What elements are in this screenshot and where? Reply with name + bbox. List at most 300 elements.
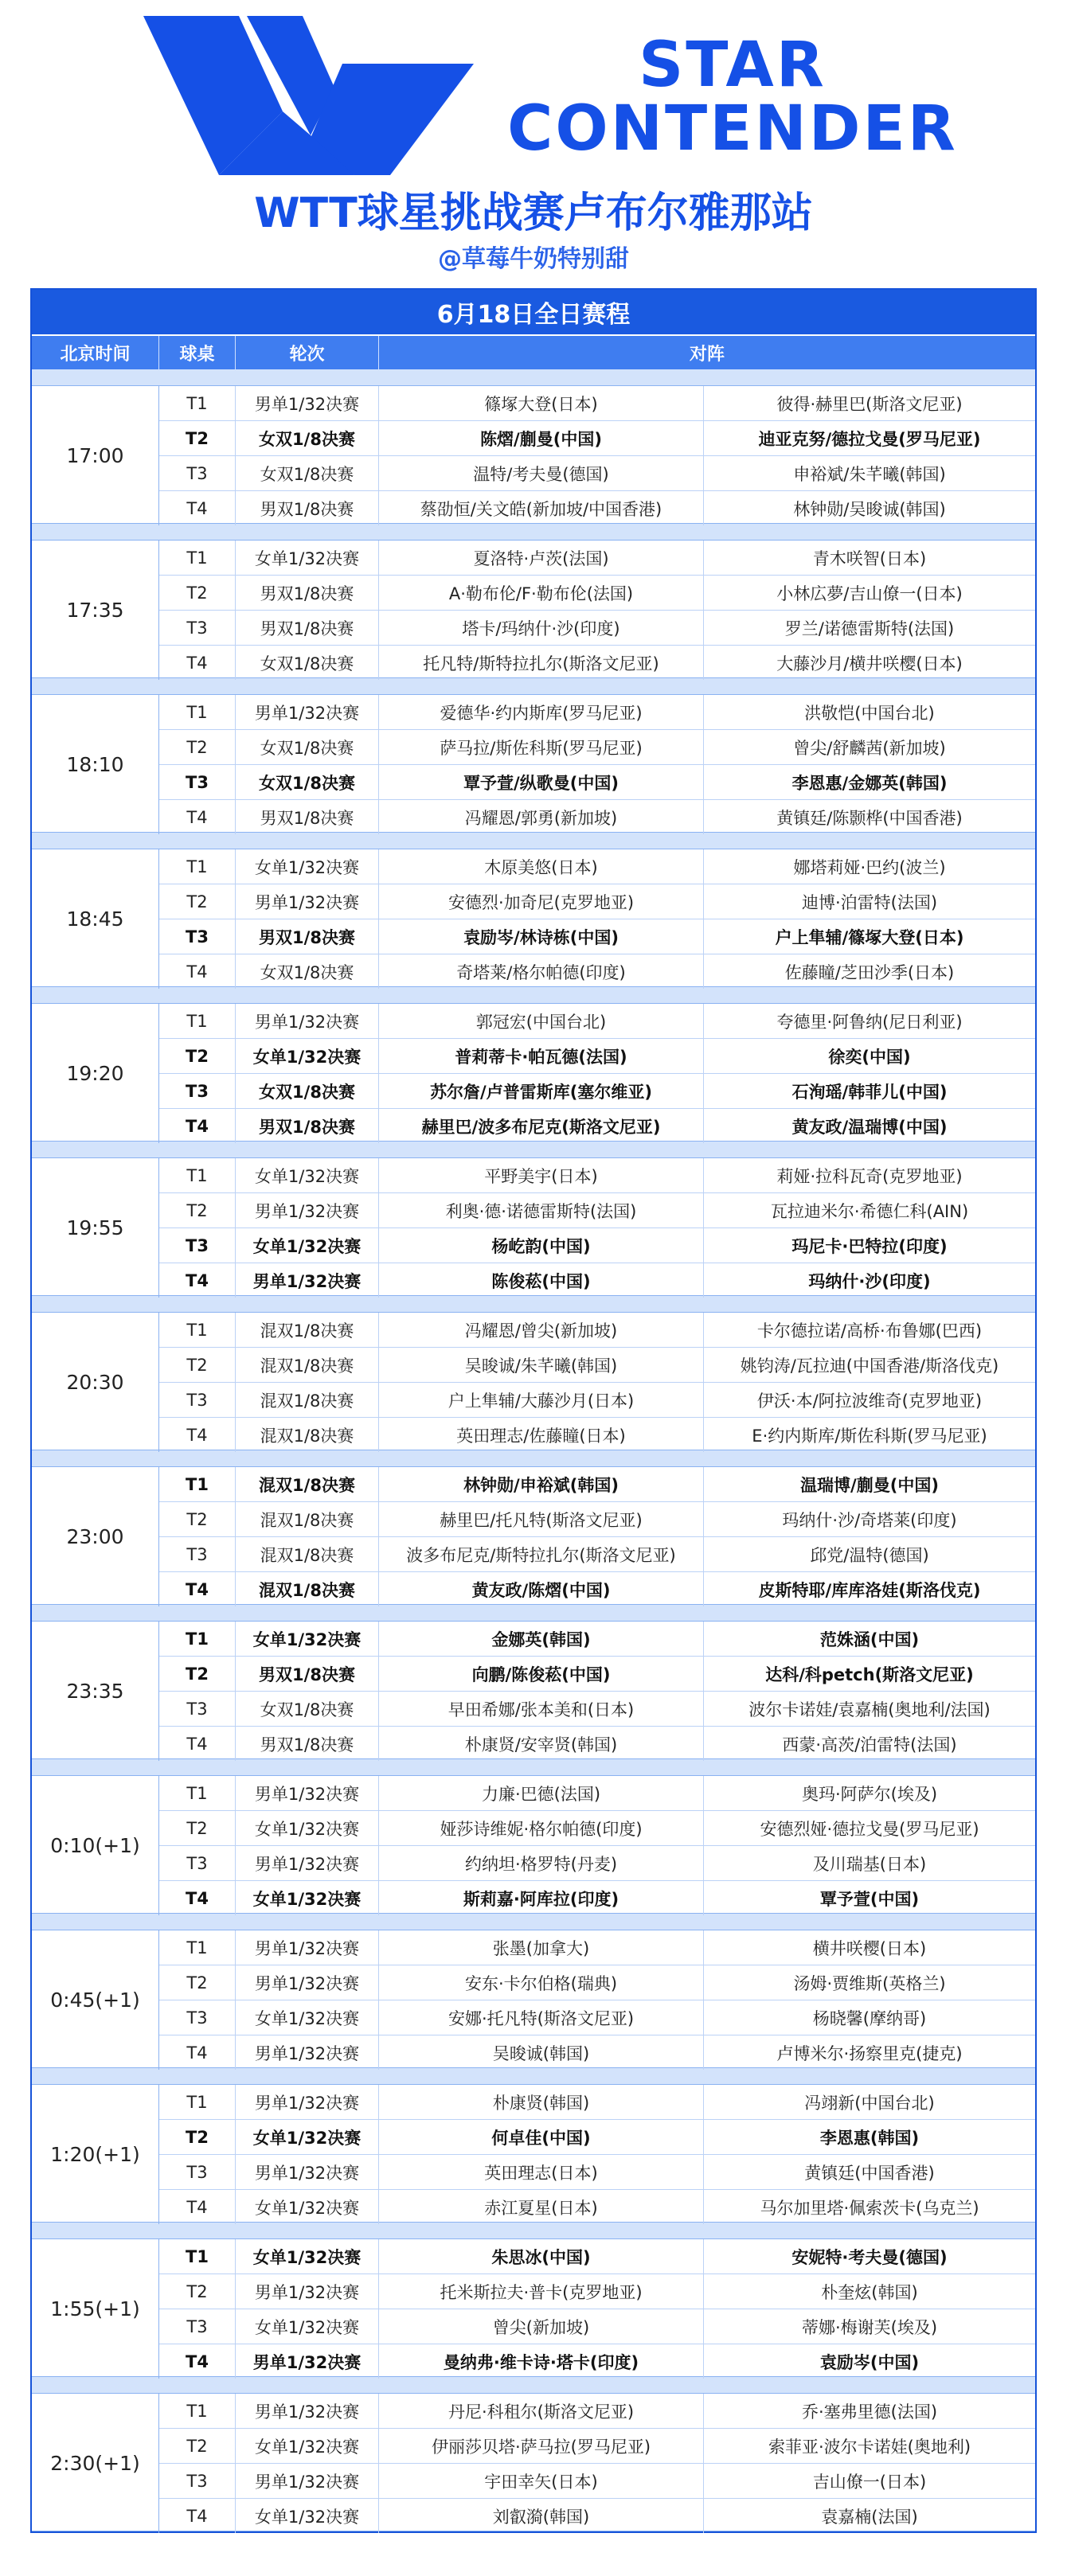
match-table: T4: [159, 2190, 236, 2224]
schedule-date-banner: 6月18日全日赛程: [32, 290, 1035, 336]
match-round: 男单1/32决赛: [236, 1004, 379, 1038]
match-player2: 申裕斌/朱芊曦(韩国): [793, 464, 946, 484]
col-matchup: 对阵: [689, 344, 725, 365]
block-matches: [159, 695, 1035, 834]
block-matches: [159, 1622, 1035, 1761]
match-round: 女单1/32决赛: [236, 2309, 379, 2344]
match-player2: 姚钧涛/瓦拉迪(中国香港/斯洛伐克): [740, 1356, 999, 1376]
match-table: T3: [159, 1692, 236, 1726]
match-round: 混双1/8决赛: [236, 1313, 379, 1347]
match-row: [159, 2190, 1035, 2224]
match-player2: 小林広夢/吉山僚一(日本): [776, 584, 963, 603]
match-round: 男双1/8决赛: [236, 576, 379, 610]
match-table: T2: [159, 1193, 236, 1228]
match-player2: 乔·塞弗里德(法国): [801, 2402, 938, 2422]
time-block: [32, 1622, 1035, 1759]
block-time: 18:45: [32, 849, 159, 989]
match-player1: 奇塔莱/格尔帕德(印度): [379, 954, 704, 989]
match-table: T1: [159, 2085, 236, 2119]
schedule-table: [30, 288, 1037, 2533]
match-row: [159, 1158, 1035, 1193]
match-player1: 利奥·德·诺德雷斯特(法国): [379, 1193, 704, 1228]
match-table: T2: [159, 1502, 236, 1536]
match-round: 男单1/32决赛: [236, 1193, 379, 1228]
match-row: [159, 386, 1035, 421]
match-player1: 波多布尼克/斯特拉扎尔(斯洛文尼亚): [379, 1537, 704, 1571]
match-row: [159, 2035, 1035, 2070]
match-round: 男单1/32决赛: [236, 2274, 379, 2309]
match-table: T2: [159, 1657, 236, 1691]
match-table: T1: [159, 2394, 236, 2428]
match-row: [159, 1727, 1035, 1761]
time-block: [32, 1004, 1035, 1142]
match-table: T1: [159, 2239, 236, 2274]
block-separator: [32, 2068, 1035, 2085]
match-table: T1: [159, 849, 236, 884]
match-player1: 金娜英(韩国): [379, 1622, 704, 1656]
match-player2: 曾尖/舒麟茜(新加坡): [793, 738, 946, 758]
match-table: T2: [159, 2274, 236, 2309]
match-table: T1: [159, 1622, 236, 1656]
match-round: 男双1/8决赛: [236, 800, 379, 834]
match-row: [159, 2155, 1035, 2190]
match-table: T4: [159, 2035, 236, 2070]
match-player2: 达科/科petch(斯洛文尼亚): [765, 1665, 974, 1684]
match-player1: 托凡特/斯特拉扎尔(斯洛文尼亚): [379, 646, 704, 680]
match-player1: 约纳坦·格罗特(丹麦): [379, 1846, 704, 1880]
match-player1: 袁励岑/林诗栋(中国): [379, 919, 704, 954]
match-row: [159, 491, 1035, 525]
match-row: [159, 2499, 1035, 2533]
match-round: 女单1/32决赛: [236, 2499, 379, 2533]
block-separator: [32, 369, 1035, 386]
match-player2: 皮斯特耶/库库洛娃(斯洛伐克): [758, 1580, 981, 1600]
match-row: [159, 1776, 1035, 1811]
match-table: T2: [159, 884, 236, 919]
match-table: T4: [159, 1881, 236, 1915]
match-player1: 吴晙诚(韩国): [379, 2035, 704, 2070]
match-player1: 赫里巴/托凡特(斯洛文尼亚): [379, 1502, 704, 1536]
block-time: 19:55: [32, 1158, 159, 1298]
schedule-column-header: [32, 336, 1035, 369]
match-row: [159, 1004, 1035, 1039]
match-round: 女双1/8决赛: [236, 1074, 379, 1108]
match-player2: 瓦拉迪米尔·希德仁科(AIN): [770, 1201, 969, 1221]
match-player1: 冯耀恩/曾尖(新加坡): [379, 1313, 704, 1347]
match-player1: 普莉蒂卡·帕瓦德(法国): [379, 1039, 704, 1073]
wtt-logo-icon: [143, 16, 478, 175]
block-separator: [32, 2377, 1035, 2394]
match-player2: 及川瑞基(日本): [812, 1854, 927, 1874]
match-round: 男双1/8决赛: [236, 611, 379, 645]
match-player2: 西蒙·高茨/泊雷特(法国): [782, 1735, 957, 1754]
match-round: 男双1/8决赛: [236, 919, 379, 954]
match-round: 男双1/8决赛: [236, 1657, 379, 1691]
time-block: [32, 2394, 1035, 2531]
match-player1: 塔卡/玛纳什·沙(印度): [379, 611, 704, 645]
poster-author: @草莓牛奶特别甜: [438, 245, 629, 273]
block-time: 17:00: [32, 386, 159, 525]
match-round: 女双1/8决赛: [236, 1692, 379, 1726]
block-time: 1:20(+1): [32, 2085, 159, 2224]
match-table: T3: [159, 2464, 236, 2498]
match-table: T2: [159, 576, 236, 610]
match-player2: 徐奕(中国): [828, 1047, 911, 1067]
match-table: T4: [159, 1572, 236, 1606]
match-table: T1: [159, 695, 236, 729]
match-table: T2: [159, 1965, 236, 2000]
match-table: T2: [159, 2429, 236, 2463]
match-player1: A·勒布伦/F·勒布伦(法国): [379, 576, 704, 610]
match-table: T1: [159, 1158, 236, 1192]
match-player2: 邱党/温特(德国): [810, 1545, 929, 1565]
block-separator: [32, 678, 1035, 695]
match-player1: 户上隼辅/大藤沙月(日本): [379, 1383, 704, 1417]
match-row: [159, 1692, 1035, 1727]
match-row: [159, 1930, 1035, 1965]
match-round: 女单1/32决赛: [236, 2000, 379, 2035]
match-player2: 波尔卡诺娃/袁嘉楠(奥地利/法国): [748, 1700, 991, 1719]
match-row: [159, 695, 1035, 730]
match-row: [159, 1039, 1035, 1074]
match-player2: 卡尔德拉诺/高桥·布鲁娜(巴西): [756, 1321, 983, 1341]
match-player2: 索菲亚·波尔卡诺娃(奥地利): [768, 2437, 971, 2457]
match-round: 女单1/32决赛: [236, 541, 379, 575]
match-table: T3: [159, 2309, 236, 2344]
brand-contender: CONTENDER: [507, 93, 958, 165]
match-row: [159, 1109, 1035, 1143]
match-row: [159, 1193, 1035, 1228]
match-table: T3: [159, 1383, 236, 1417]
block-time: 18:10: [32, 695, 159, 834]
match-row: [159, 884, 1035, 919]
match-round: 女单1/32决赛: [236, 1039, 379, 1073]
match-row: [159, 2274, 1035, 2309]
match-table: T1: [159, 1004, 236, 1038]
match-table: T3: [159, 1846, 236, 1880]
match-round: 女单1/32决赛: [236, 1158, 379, 1192]
match-player2: 吉山僚一(日本): [812, 2472, 927, 2492]
match-round: 男单1/32决赛: [236, 386, 379, 420]
time-block: [32, 541, 1035, 678]
match-player2: 户上隼辅/篠塚大登(日本): [775, 927, 964, 947]
block-matches: [159, 1467, 1035, 1606]
block-separator: [32, 833, 1035, 849]
block-time: 23:00: [32, 1467, 159, 1606]
match-round: 混双1/8决赛: [236, 1537, 379, 1571]
match-player2: 迪博·泊雷特(法国): [801, 892, 938, 912]
match-player1: 覃予萱/纵歌曼(中国): [379, 765, 704, 799]
match-row: [159, 421, 1035, 456]
time-block: [32, 1158, 1035, 1296]
match-round: 混双1/8决赛: [236, 1418, 379, 1452]
block-time: 0:10(+1): [32, 1776, 159, 1915]
match-table: T4: [159, 954, 236, 989]
match-player2: 迪亚克努/德拉戈曼(罗马尼亚): [758, 429, 981, 449]
match-table: T4: [159, 646, 236, 680]
match-round: 男单1/32决赛: [236, 2344, 379, 2379]
match-round: 男单1/32决赛: [236, 1930, 379, 1965]
block-matches: [159, 1004, 1035, 1143]
block-separator: [32, 524, 1035, 541]
match-player2: 青木咲智(日本): [812, 548, 927, 568]
match-player1: 平野美宇(日本): [379, 1158, 704, 1192]
match-row: [159, 541, 1035, 576]
match-table: T3: [159, 919, 236, 954]
block-time: 17:35: [32, 541, 159, 680]
match-player1: 篠塚大登(日本): [379, 386, 704, 420]
match-player2: 卢博米尔·扬察里克(捷克): [776, 2043, 963, 2063]
match-table: T4: [159, 1263, 236, 1298]
match-player1: 向鹏/陈俊菘(中国): [379, 1657, 704, 1691]
match-player2: 伊沃·本/阿拉波维奇(克罗地亚): [756, 1391, 983, 1411]
match-player1: 早田希娜/张本美和(日本): [379, 1692, 704, 1726]
match-player1: 木原美悠(日本): [379, 849, 704, 884]
match-player2: 罗兰/诺德雷斯特(法国): [784, 619, 955, 638]
time-block: [32, 849, 1035, 987]
match-player1: 冯耀恩/郭勇(新加坡): [379, 800, 704, 834]
block-separator: [32, 1296, 1035, 1313]
match-player1: 曼纳弗·维卡诗·塔卡(印度): [379, 2344, 704, 2379]
match-player2: 袁励岑(中国): [819, 2352, 920, 2372]
match-row: [159, 1313, 1035, 1348]
match-player2: 范姝涵(中国): [819, 1630, 920, 1649]
block-matches: [159, 1313, 1035, 1452]
match-row: [159, 456, 1035, 491]
match-round: 男单1/32决赛: [236, 2464, 379, 2498]
match-player2: 蒂娜·梅谢芙(埃及): [801, 2317, 938, 2337]
match-row: [159, 1418, 1035, 1452]
match-row: [159, 2394, 1035, 2429]
match-row: [159, 849, 1035, 884]
match-round: 男双1/8决赛: [236, 491, 379, 525]
block-separator: [32, 1914, 1035, 1930]
match-player1: 赫里巴/波多布尼克(斯洛文尼亚): [379, 1109, 704, 1143]
match-player1: 安德烈·加奇尼(克罗地亚): [379, 884, 704, 919]
match-player2: 黄镇廷(中国香港): [804, 2163, 935, 2183]
match-table: T2: [159, 421, 236, 455]
match-player1: 安娜·托凡特(斯洛文尼亚): [379, 2000, 704, 2035]
match-row: [159, 2239, 1035, 2274]
match-player2: 横井咲樱(日本): [812, 1938, 927, 1958]
block-separator: [32, 1142, 1035, 1158]
block-time: 2:30(+1): [32, 2394, 159, 2533]
block-separator: [32, 2223, 1035, 2239]
match-round: 混双1/8决赛: [236, 1467, 379, 1501]
match-row: [159, 1622, 1035, 1657]
match-row: [159, 1965, 1035, 2000]
match-player1: 陈熠/蒯曼(中国): [379, 421, 704, 455]
match-round: 混双1/8决赛: [236, 1348, 379, 1382]
match-row: [159, 611, 1035, 646]
match-round: 男单1/32决赛: [236, 884, 379, 919]
match-row: [159, 576, 1035, 611]
match-table: T3: [159, 1074, 236, 1108]
match-player1: 斯莉嘉·阿库拉(印度): [379, 1881, 704, 1915]
match-row: [159, 954, 1035, 989]
brand-star: STAR: [639, 29, 827, 101]
match-round: 男双1/8决赛: [236, 1727, 379, 1761]
match-player2: 玛纳什·沙/奇塔莱(印度): [782, 1510, 957, 1530]
match-row: [159, 1657, 1035, 1692]
match-row: [159, 2344, 1035, 2379]
match-player1: 伊丽莎贝塔·萨马拉(罗马尼亚): [379, 2429, 704, 2463]
match-player1: 丹尼·科租尔(斯洛文尼亚): [379, 2394, 704, 2428]
match-table: T4: [159, 1727, 236, 1761]
match-player2: 李恩惠/金娜英(韩国): [791, 773, 948, 793]
match-table: T3: [159, 611, 236, 645]
match-player2: 莉娅·拉科瓦奇(克罗地亚): [776, 1166, 963, 1186]
block-matches: [159, 2394, 1035, 2533]
match-player2: 黄友政/温瑞博(中国): [791, 1117, 948, 1137]
time-block: [32, 1930, 1035, 2068]
match-player2: 彼得·赫里巴(斯洛文尼亚): [776, 394, 963, 414]
match-round: 混双1/8决赛: [236, 1502, 379, 1536]
match-player2: 洪敬恺(中国台北): [804, 703, 935, 723]
match-player1: 朴康贤(韩国): [379, 2085, 704, 2119]
block-matches: [159, 849, 1035, 989]
match-row: [159, 1263, 1035, 1298]
match-player1: 夏洛特·卢茨(法国): [379, 541, 704, 575]
match-player1: 娅莎诗维妮·格尔帕德(印度): [379, 1811, 704, 1845]
match-player1: 爱德华·约内斯库(罗马尼亚): [379, 695, 704, 729]
match-player2: 大藤沙月/横井咲樱(日本): [776, 654, 963, 673]
match-round: 女单1/32决赛: [236, 1228, 379, 1263]
match-player1: 曾尖(新加坡): [379, 2309, 704, 2344]
match-player1: 萨马拉/斯佐科斯(罗马尼亚): [379, 730, 704, 764]
match-player2: 玛尼卡·巴特拉(印度): [791, 1236, 948, 1256]
match-player2: 石洵瑶/韩菲儿(中国): [791, 1082, 948, 1102]
match-row: [159, 2464, 1035, 2499]
match-player2: 温瑞博/蒯曼(中国): [800, 1475, 939, 1495]
match-row: [159, 2120, 1035, 2155]
match-player2: 汤姆·贾维斯(英格兰): [793, 1973, 946, 1993]
match-round: 男单1/32决赛: [236, 1965, 379, 2000]
match-table: T1: [159, 1776, 236, 1810]
match-round: 女双1/8决赛: [236, 646, 379, 680]
match-row: [159, 1537, 1035, 1572]
match-player1: 温特/考夫曼(德国): [379, 456, 704, 490]
time-block: [32, 2239, 1035, 2377]
match-row: [159, 765, 1035, 800]
match-player2: 佐藤瞳/芝田沙季(日本): [784, 962, 955, 982]
match-player1: 英田理志(日本): [379, 2155, 704, 2189]
match-round: 女单1/32决赛: [236, 1811, 379, 1845]
match-row: [159, 800, 1035, 834]
match-player1: 吴晙诚/朱芊曦(韩国): [379, 1348, 704, 1382]
match-round: 男单1/32决赛: [236, 1776, 379, 1810]
match-round: 女单1/32决赛: [236, 2120, 379, 2154]
match-table: T3: [159, 765, 236, 799]
match-row: [159, 1846, 1035, 1881]
match-round: 男单1/32决赛: [236, 2035, 379, 2070]
match-row: [159, 1881, 1035, 1915]
match-table: T1: [159, 1930, 236, 1965]
match-row: [159, 2085, 1035, 2120]
match-table: T3: [159, 1537, 236, 1571]
match-player1: 杨屹韵(中国): [379, 1228, 704, 1263]
time-block: [32, 1467, 1035, 1605]
match-table: T2: [159, 1039, 236, 1073]
match-round: 女双1/8决赛: [236, 456, 379, 490]
match-player1: 赤江夏星(日本): [379, 2190, 704, 2224]
match-round: 男单1/32决赛: [236, 2394, 379, 2428]
match-player2: 娜塔莉娅·巴约(波兰): [793, 857, 946, 877]
match-row: [159, 1502, 1035, 1537]
match-table: T3: [159, 1228, 236, 1263]
match-round: 女双1/8决赛: [236, 765, 379, 799]
match-player2: 林钟勋/吴晙诚(韩国): [793, 499, 946, 519]
match-round: 女单1/32决赛: [236, 849, 379, 884]
match-table: T1: [159, 1467, 236, 1501]
match-player2: 马尔加里塔·佩索茨卡(乌克兰): [760, 2198, 979, 2218]
block-time: 19:20: [32, 1004, 159, 1143]
match-row: [159, 1228, 1035, 1263]
match-table: T4: [159, 491, 236, 525]
match-round: 混双1/8决赛: [236, 1383, 379, 1417]
time-block: [32, 386, 1035, 524]
match-table: T2: [159, 1348, 236, 1382]
match-round: 女双1/8决赛: [236, 954, 379, 989]
match-player2: E·约内斯库/斯佐科斯(罗马尼亚): [752, 1426, 987, 1446]
match-player1: 刘叡漪(韩国): [379, 2499, 704, 2533]
block-matches: [159, 1930, 1035, 2070]
match-round: 男单1/32决赛: [236, 2085, 379, 2119]
match-row: [159, 1467, 1035, 1502]
match-player1: 朱思冰(中国): [379, 2239, 704, 2274]
match-player2: 玛纳什·沙(印度): [808, 1271, 931, 1291]
match-player2: 覃予萱(中国): [819, 1889, 920, 1909]
match-row: [159, 646, 1035, 680]
match-table: T4: [159, 1109, 236, 1143]
block-matches: [159, 386, 1035, 525]
match-table: T1: [159, 541, 236, 575]
match-round: 女单1/32决赛: [236, 2429, 379, 2463]
match-player2: 夸德里·阿鲁纳(尼日利亚): [776, 1012, 963, 1032]
block-time: 20:30: [32, 1313, 159, 1452]
block-separator: [32, 1605, 1035, 1622]
time-block: [32, 2085, 1035, 2223]
match-table: T1: [159, 386, 236, 420]
match-row: [159, 1383, 1035, 1418]
col-round: 轮次: [236, 336, 379, 369]
match-player1: 陈俊菘(中国): [379, 1263, 704, 1298]
col-time: 北京时间: [32, 336, 159, 369]
match-round: 男双1/8决赛: [236, 1109, 379, 1143]
match-player1: 英田理志/佐藤瞳(日本): [379, 1418, 704, 1452]
match-player1: 朴康贤/安宰贤(韩国): [379, 1727, 704, 1761]
match-player1: 林钟勋/申裕斌(韩国): [379, 1467, 704, 1501]
col-table: 球桌: [159, 336, 236, 369]
match-table: T3: [159, 2000, 236, 2035]
schedule-body: [32, 369, 1035, 2531]
match-round: 女单1/32决赛: [236, 1881, 379, 1915]
match-row: [159, 2309, 1035, 2344]
match-player1: 何卓佳(中国): [379, 2120, 704, 2154]
match-row: [159, 2000, 1035, 2035]
time-block: [32, 695, 1035, 833]
match-player2: 朴奎炫(韩国): [821, 2282, 918, 2302]
match-player1: 蔡劭恒/关文皓(新加坡/中国香港): [379, 491, 704, 525]
match-row: [159, 1348, 1035, 1383]
match-table: T3: [159, 456, 236, 490]
match-table: T4: [159, 2499, 236, 2533]
match-round: 女双1/8决赛: [236, 730, 379, 764]
match-player2: 安妮特·考夫曼(德国): [791, 2247, 948, 2267]
match-row: [159, 1572, 1035, 1606]
match-table: T4: [159, 1418, 236, 1452]
block-time: 1:55(+1): [32, 2239, 159, 2379]
